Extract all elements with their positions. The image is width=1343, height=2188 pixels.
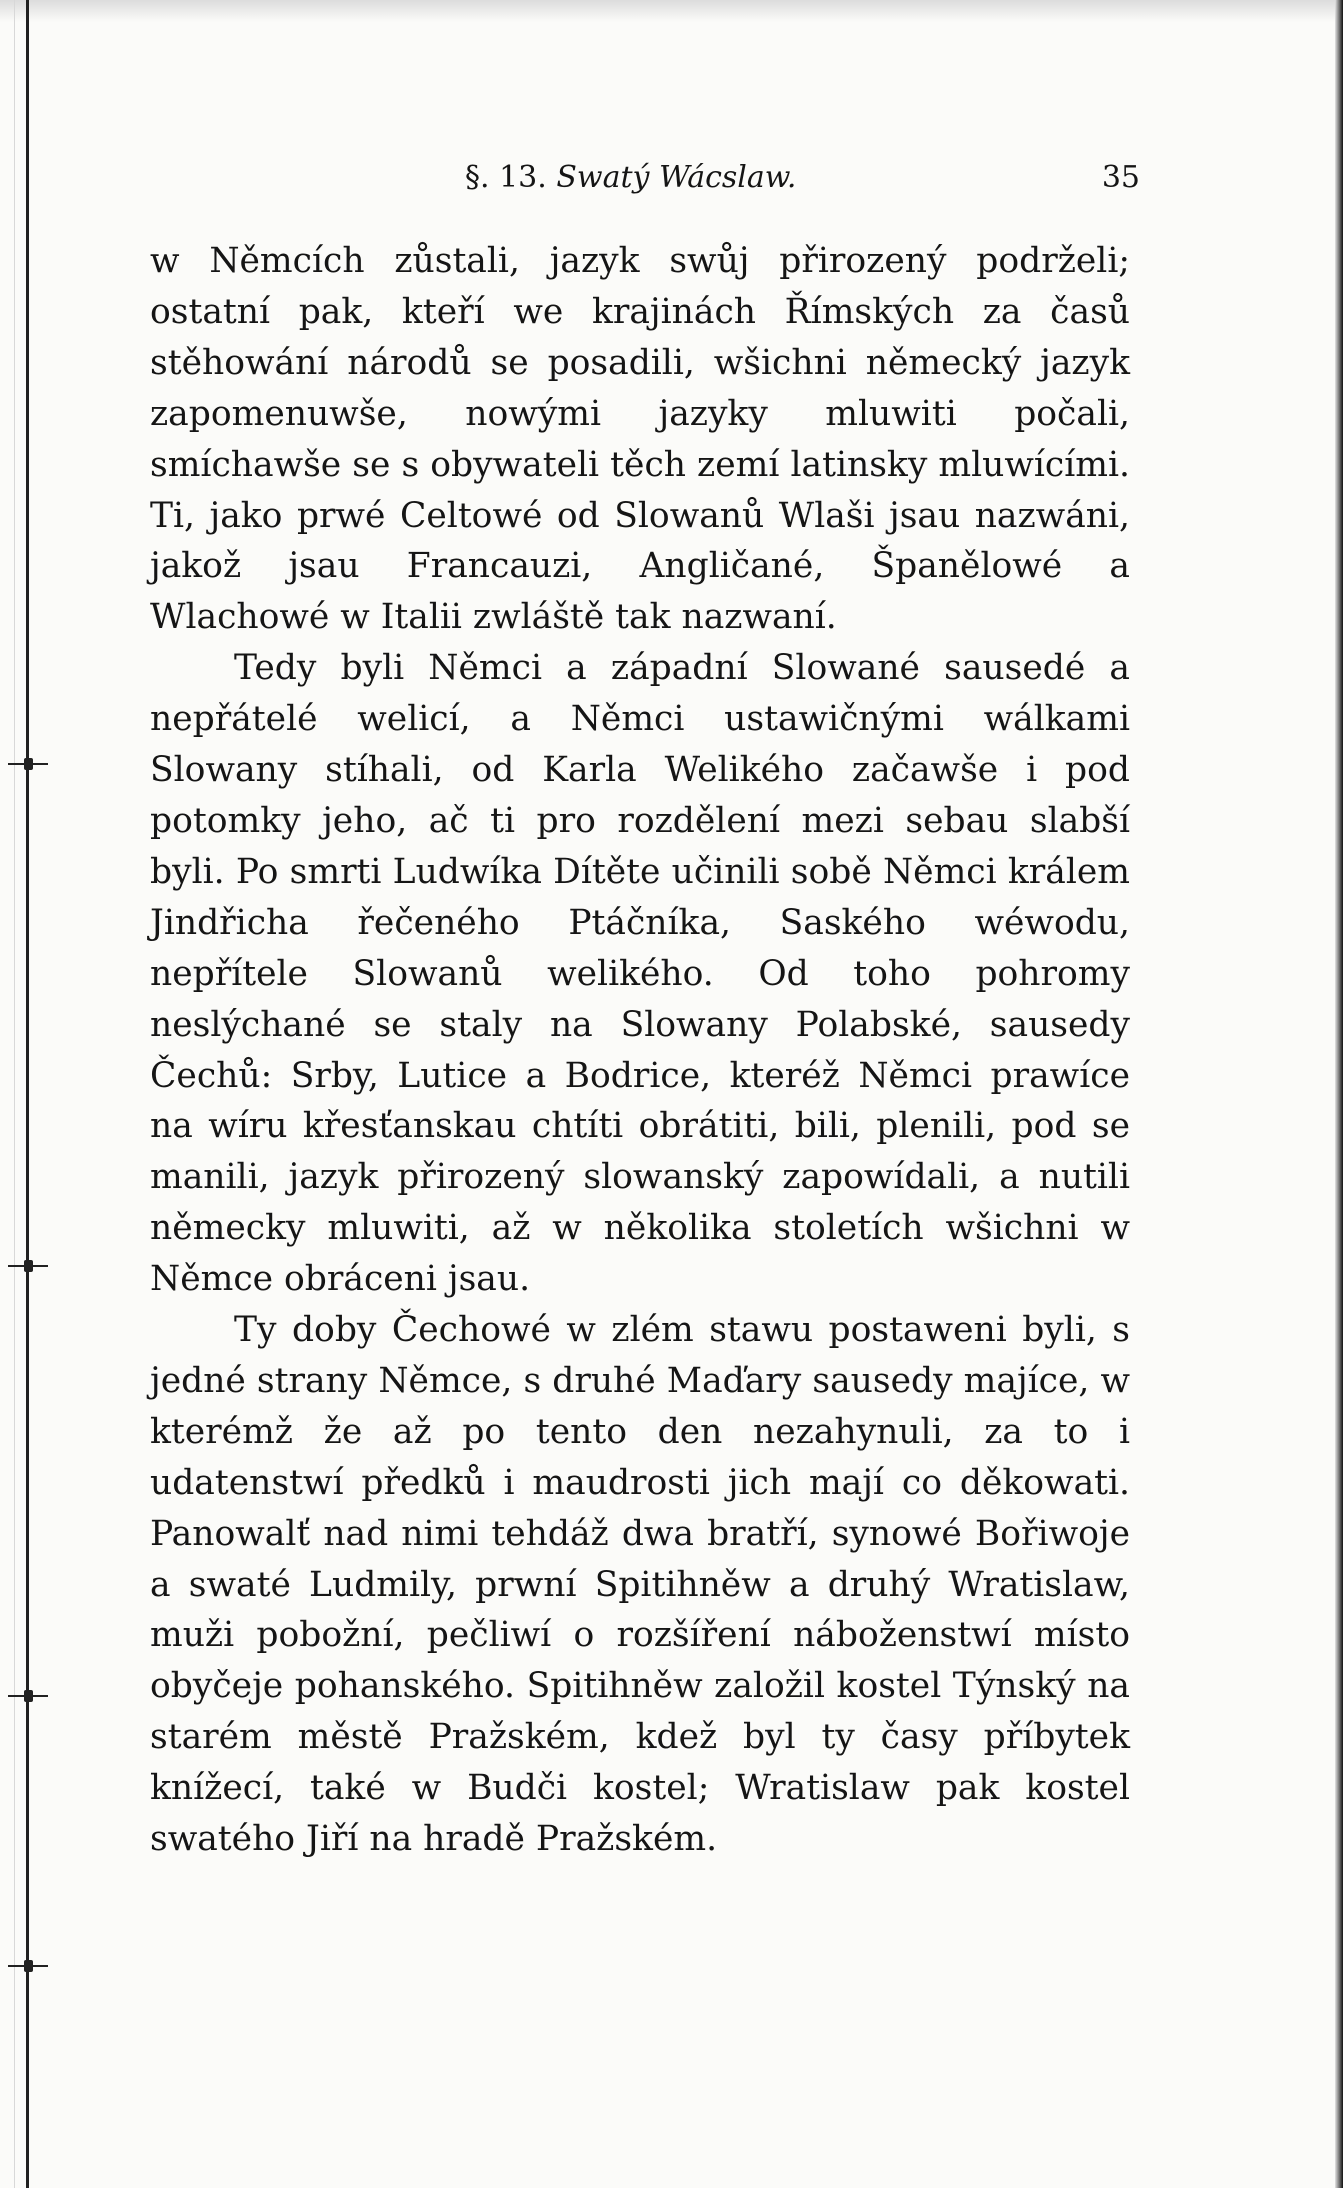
binding-marker (8, 1690, 48, 1702)
section-number: §. 13. (465, 160, 547, 195)
running-title (465, 160, 796, 195)
paragraph: Tedy byli Němci a západní Slowané sausedé a nepřátelé welicí, a Němci ustawičnými wálkami Slowany stíhali, od Karla Welikého začawše i pod potomky jeho, ač ti pro rozdělení mezi sebau slabší byli. Po smrti Ludwíka Dítěte učinili sobě Němci králem Jindřicha řečeného Ptáčníka, Saského wéwodu, nepřítele Slowanů welikého. Od toho pohromy neslýchané se staly na Slowany Polabské, sausedy Čechů: Srby, Lutice a Bodrice, kteréž Němci prawíce na wíru křesťanskau chtíti obrátiti, bili, plenili, pod se manili, jazyk přirozený slowanský zapowídali, a nutili německy mluwiti, až w několika stoletích wšichni w Němce obráceni jsau. (150, 648, 1130, 1300)
scan-top-shadow (0, 0, 1343, 22)
paragraph: Ty doby Čechowé w zlém stawu postaweni byli, s jedné strany Němce, s druhé Maďary sausedy majíce, w kterémž že až po tento den nezahynuli, za to i udatenstwí předků i maudrosti jich mají co děkowati. Panowalť nad nimi tehdáž dwa bratří, synowé Bořiwoje a swaté Ludmily, prwní Spitihněw a druhý Wratislaw, muži pobožní, pečliwí o rozšíření náboženstwí místo obyčeje pohanského. Spitihněw založil kostel Týnský na starém městě Pražském, kdež byl ty časy příbytek knížecí, také w Budči kostel; Wratislaw pak kostel swatého Jiří na hradě Pražském. (150, 1310, 1130, 1860)
chapter-title: Swatý Wácslaw. (556, 160, 797, 195)
binding-marker (8, 758, 48, 770)
running-header (150, 150, 1140, 210)
scan-edge-line (14, 0, 15, 2188)
binding-marker (8, 1260, 48, 1272)
scan-right-edge (1335, 0, 1343, 2188)
binding-rule (26, 0, 29, 2188)
body-text (150, 236, 1130, 1865)
page-number: 35 (1101, 160, 1140, 195)
binding-marker (8, 1960, 48, 1972)
paragraph: w Němcích zůstali, jazyk swůj přirozený podrželi; ostatní pak, kteří we krajinách Římských za časů stěhowání národů se posadili, wšichni německý jazyk zapomenuwše, nowými jazyky mluwiti počali, smíchawše se s obywateli těch zemí latinsky mluwícími. Ti, jako prwé Celtowé od Slowanů Wlaši jsau nazwáni, jakož jsau Francauzi, Angličané, Španělowé a Wlachowé w Italii zwláště tak nazwaní. (150, 241, 1130, 638)
